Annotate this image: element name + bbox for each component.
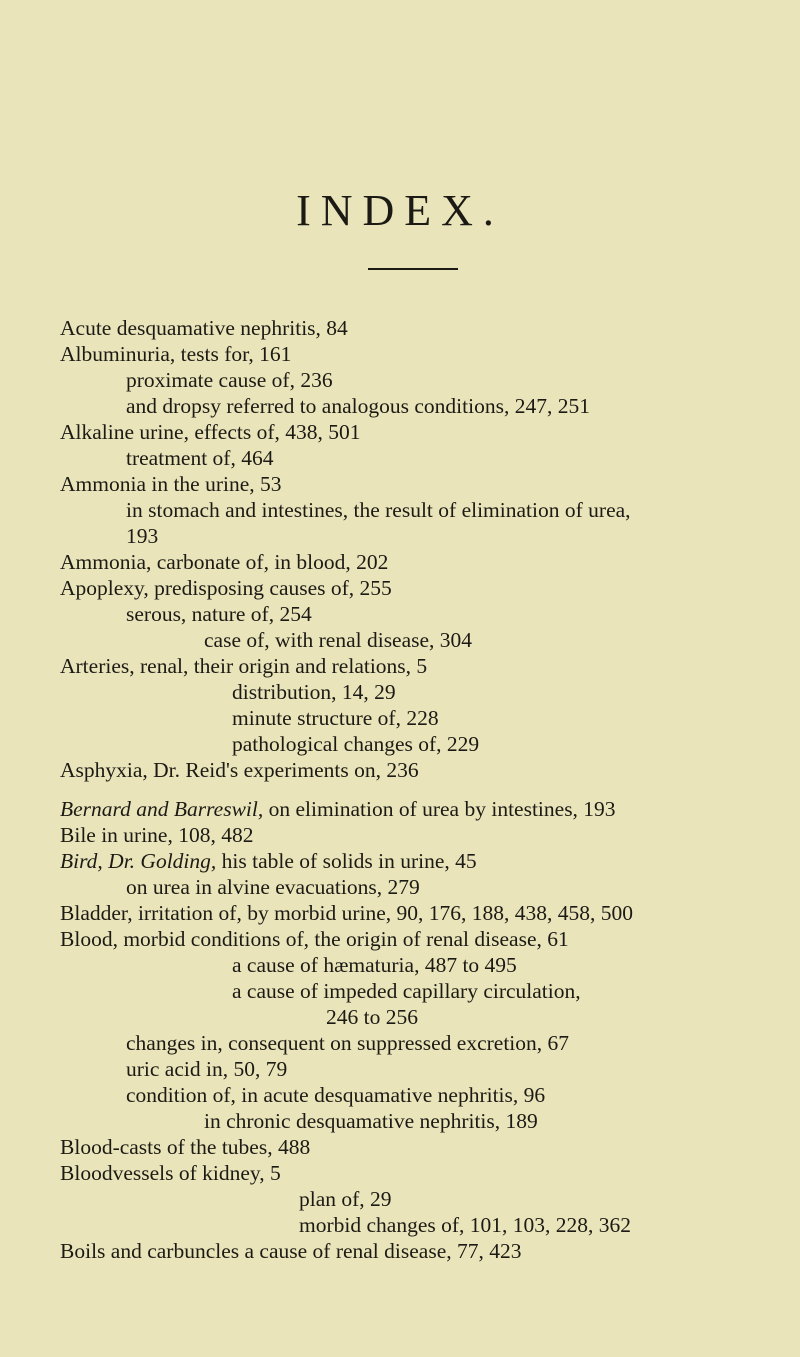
index-entry: Asphyxia, Dr. Reid's experiments on, 236 xyxy=(60,758,419,782)
index-subentry: a cause of impeded capillary circulation, xyxy=(232,979,581,1003)
index-entry: Albuminuria, tests for, 161 xyxy=(60,342,292,366)
index-subentry: minute structure of, 228 xyxy=(232,706,439,730)
index-subentry: in chronic desquamative nephritis, 189 xyxy=(204,1109,538,1133)
index-subentry: in stomach and intestines, the result of elimination of urea, xyxy=(126,498,631,522)
title-rule xyxy=(368,268,458,270)
index-entry: Apoplexy, predisposing causes of, 255 xyxy=(60,576,392,600)
index-subentry: condition of, in acute desquamative nephritis, 96 xyxy=(126,1083,546,1107)
index-entry-text: on elimination of urea by intestines, 193 xyxy=(268,797,616,821)
index-entry-author: Bird, Dr. Golding, xyxy=(60,849,217,873)
index-subentry: serous, nature of, 254 xyxy=(126,602,312,626)
index-entry xyxy=(60,848,477,874)
index-entry: Bile in urine, 108, 482 xyxy=(60,823,254,847)
index-entry: Alkaline urine, effects of, 438, 501 xyxy=(60,420,361,444)
index-entry: Blood, morbid conditions of, the origin of renal disease, 61 xyxy=(60,927,569,951)
index-subentry: and dropsy referred to analogous conditions, 247, 251 xyxy=(126,394,590,418)
index-entry xyxy=(60,796,616,822)
index-subentry: treatment of, 464 xyxy=(126,446,274,470)
index-entry: Acute desquamative nephritis, 84 xyxy=(60,316,348,340)
index-subentry-continuation: 193 xyxy=(126,524,159,548)
index-entry-author: Bernard and Barreswil, xyxy=(60,797,264,821)
index-entry: Ammonia in the urine, 53 xyxy=(60,472,282,496)
index-subentry: plan of, 29 xyxy=(299,1187,392,1211)
index-entry: Blood-casts of the tubes, 488 xyxy=(60,1135,311,1159)
page-title: INDEX. xyxy=(296,186,504,235)
index-subentry: morbid changes of, 101, 103, 228, 362 xyxy=(299,1213,632,1237)
index-entry: Bloodvessels of kidney, 5 xyxy=(60,1161,281,1185)
index-subentry: distribution, 14, 29 xyxy=(232,680,396,704)
index-subentry-continuation: 246 to 256 xyxy=(326,1005,418,1029)
index-subentry: a cause of hæmaturia, 487 to 495 xyxy=(232,953,517,977)
index-entry: Boils and carbuncles a cause of renal disease, 77, 423 xyxy=(60,1239,522,1263)
index-entry: Ammonia, carbonate of, in blood, 202 xyxy=(60,550,389,574)
index-subentry: proximate cause of, 236 xyxy=(126,368,333,392)
index-subentry: uric acid in, 50, 79 xyxy=(126,1057,288,1081)
index-entry: Bladder, irritation of, by morbid urine, 90, 176, 188, 438, 458, 500 xyxy=(60,901,633,925)
index-subentry: pathological changes of, 229 xyxy=(232,732,480,756)
index-entry-text: his table of solids in urine, 45 xyxy=(221,849,477,873)
index-subentry: case of, with renal disease, 304 xyxy=(204,628,473,652)
index-subentry: changes in, consequent on suppressed excretion, 67 xyxy=(126,1031,570,1055)
index-subentry: on urea in alvine evacuations, 279 xyxy=(126,875,420,899)
index-entry: Arteries, renal, their origin and relations, 5 xyxy=(60,654,428,678)
